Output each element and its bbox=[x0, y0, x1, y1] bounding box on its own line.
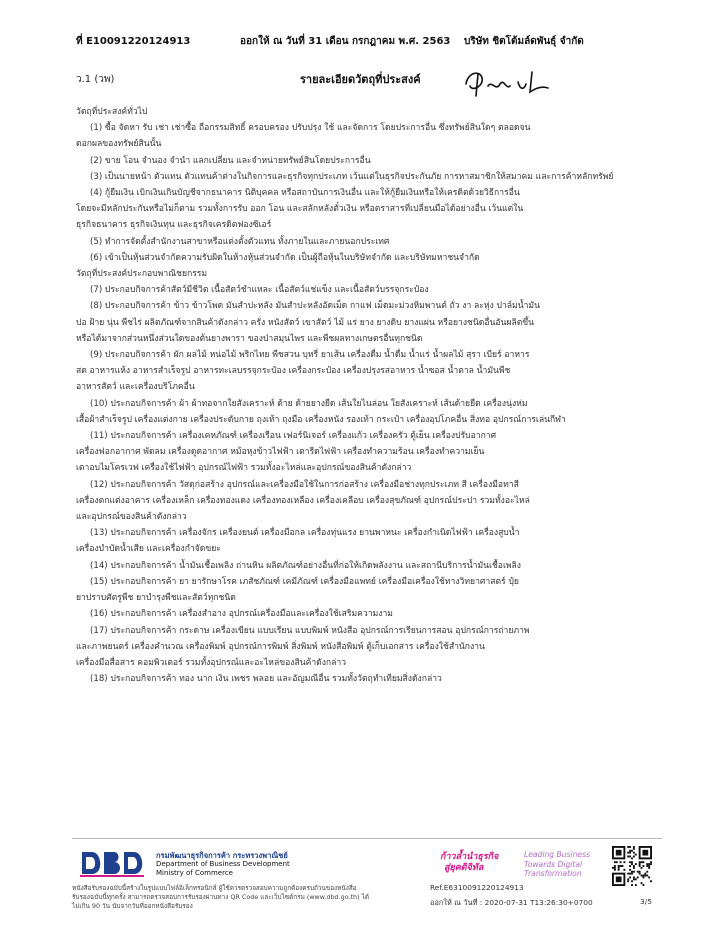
document-number: ที่ E10091220124913 bbox=[76, 36, 191, 47]
body-line: วัตถุที่ประสงค์ประกอบพาณิชยกรรม bbox=[76, 269, 208, 280]
body-line: สด อาหารแห้ง อาหารสำเร็จรูป อาหารทะเลบรรจุกระป๋อง เครื่องกระป๋อง เครื่องปรุงรสอาหาร น้ำซอส น้ำตาล น้ำมันพืช bbox=[76, 366, 511, 377]
department-block bbox=[156, 851, 290, 878]
body-line: ดอกผลของทรัพย์สินนั้น bbox=[76, 139, 162, 150]
slogan-thai-line-2: สู่ยุคดิจิทัล bbox=[444, 863, 484, 873]
body-line: (16) ประกอบกิจการค้า เครื่องสำอาง อุปกรณ์เครื่องมือและเครื่องใช้เสริมความงาม bbox=[90, 609, 393, 620]
body-line: (11) ประกอบกิจการค้า เครื่องเคหภัณฑ์ เครื่องเรือน เฟอร์นิเจอร์ เครื่องแก้ว เครื่องครัว ตู้เย็น เครื่องปรับอากาศ bbox=[90, 431, 497, 442]
body-line: (17) ประกอบกิจการค้า กระดาษ เครื่องเขียน แบบเรียน แบบพิมพ์ หนังสือ อุปกรณ์การเรียนการสอน อุปกรณ์การถ่ายภาพ bbox=[90, 625, 530, 636]
document-body bbox=[76, 104, 656, 687]
body-line: (7) ประกอบกิจการค้าสัตว์มีชีวิต เนื้อสัตว์ชำแหละ เนื้อสัตว์แช่แข็ง และเนื้อสัตว์บรรจุกระป๋อง bbox=[90, 285, 429, 296]
body-line: (6) เข้าเป็นหุ้นส่วนจำกัดความรับผิดในห้างหุ้นส่วนจำกัด เป็นผู้ถือหุ้นในบริษัทจำกัด และบริษัทมหาชนจำกัด bbox=[90, 252, 480, 263]
footer-divider bbox=[72, 838, 662, 839]
issued-timestamp: ออกให้ ณ วันที่ : 2020-07-31 T13:26:30+0700 bbox=[430, 898, 593, 907]
slogan-thai bbox=[440, 852, 498, 874]
body-line: (8) ประกอบกิจการค้า ข้าว ข้าวโพด มันสำปะหลัง มันสำปะหลังอัดเม็ด กาแฟ เม็ดมะม่วงหิมพานต์ ถั่ว งา ละหุ่ง ปาล์มน้ำมัน bbox=[90, 301, 540, 312]
page-number: 3/5 bbox=[640, 897, 652, 906]
body-line: และอุปกรณ์ของสินค้าดังกล่าว bbox=[76, 512, 187, 523]
body-line: (15) ประกอบกิจการค้า ยา ยารักษาโรค เภสัชภัณฑ์ เคมีภัณฑ์ เครื่องมือแพทย์ เครื่องมือเครื่องใช้ทางวิทยาศาสตร์ ปุ๋ย bbox=[90, 576, 519, 587]
body-line: ยาปราบศัตรูพืช ยาบำรุงพืชและสัตว์ทุกชนิด bbox=[76, 593, 236, 604]
dbd-logo-icon bbox=[80, 848, 150, 878]
qr-code-icon[interactable] bbox=[612, 846, 652, 886]
body-line: (10) ประกอบกิจการค้า ผ้า ผ้าทอจากใยสังเคราะห์ ด้าย ด้ายยางยืด เส้นใยไนล่อน ใยสังเคราะห์ เส้นด้ายยืด เครื่องนุ่งห่ม bbox=[90, 398, 528, 409]
body-line: ธุรกิจธนาคาร ธุรกิจเงินทุน และธุรกิจเครดิตฟองซิเอร์ bbox=[76, 220, 272, 231]
slogan-thai-line-1: ก้าวล้ำนำธุรกิจ bbox=[440, 852, 499, 862]
page-title: รายละเอียดวัตถุที่ประสงค์ bbox=[300, 73, 421, 86]
body-line: (1) ซื้อ จัดหา รับ เช่า เช่าซื้อ ถือกรรมสิทธิ์ ครอบครอง ปรับปรุง ใช้ และจัดการ โดยประการอื่น ซึ่งทรัพย์สินใดๆ ตลอดจน bbox=[90, 123, 531, 134]
body-line: เตาอบไมโครเวฟ เครื่องใช้ไฟฟ้า อุปกรณ์ไฟฟ้า รวมทั้งอะไหล่และอุปกรณ์ของสินค้าดังกล่าว bbox=[76, 463, 412, 474]
body-line: ปอ ฝ้าย นุ่น พืชไร่ ผลิตภัณฑ์จากสินค้าดังกล่าว ครั่ง หนังสัตว์ เขาสัตว์ ไม้ แร่ ยาง ยางดิบ ยางแผ่น หรือยางชนิดอื่นอันผลิตขึ้น bbox=[76, 317, 535, 328]
body-line: (18) ประกอบกิจการค้า ทอง นาก เงิน เพชร พลอย และอัญมณีอื่น รวมทั้งวัตถุทำเทียมสิ่งดังกล่าว bbox=[90, 674, 442, 685]
department-thai: กรมพัฒนาธุรกิจการค้า กระทรวงพาณิชย์ bbox=[156, 851, 288, 860]
body-line: และภาพยนตร์ เครื่องคำนวณ เครื่องพิมพ์ อุปกรณ์การพิมพ์ สิ่งพิมพ์ หนังสือพิมพ์ ตู้เก็บเอกสาร เครื่องใช้สำนักงาน bbox=[76, 641, 485, 652]
body-line: วัตถุที่ประสงค์ทั่วไป bbox=[76, 107, 148, 117]
body-line: (9) ประกอบกิจการค้า ผัก ผลไม้ หน่อไม้ พริกไทย พืชสวน บุหรี่ ยาเส้น เครื่องดื่ม น้ำดื่ม น้ำแร่ น้ำผลไม้ สุรา เบียร์ อาหาร bbox=[90, 350, 530, 361]
body-line: เสื้อผ้าสำเร็จรูป เครื่องแต่งกาย เครื่องประดับกาย ถุงเท้า ถุงมือ เครื่องหนัง รองเท้า กระเป๋า เครื่องอุปโภคอื่น สิ่งทอ อุปกรณ์การเล่นกีฬา bbox=[76, 414, 566, 425]
slogan-english-line-1: Leading Business bbox=[524, 850, 591, 859]
ministry-english: Ministry of Commerce bbox=[156, 869, 233, 877]
body-line: (5) ทำการจัดตั้งสำนักงานสาขาหรือแต่งตั้งตัวแทน ทั้งภายในและภายนอกประเทศ bbox=[90, 236, 390, 247]
body-line: อาหารสัตว์ และเครื่องบริโภคอื่น bbox=[76, 382, 195, 393]
body-line: โดยจะมีหลักประกันหรือไม่ก็ตาม รวมทั้งการรับ ออก โอน และสลักหลังตั๋วเงิน หรือตราสารที่เปลี่ยนมือได้อย่างอื่น เว้นแต่ใน bbox=[76, 204, 524, 215]
body-line: (13) ประกอบกิจการค้า เครื่องจักร เครื่องยนต์ เครื่องมือกล เครื่องทุ่นแรง ยานพาหนะ เครื่องกำเนิดไฟฟ้า เครื่องสูบน้ำ bbox=[90, 528, 520, 539]
slogan-english bbox=[524, 850, 590, 879]
reference-number: Ref.E6310091220124913 bbox=[430, 883, 524, 892]
body-line: เครื่องฟอกอากาศ พัดลม เครื่องดูดอากาศ หม้อหุงข้าวไฟฟ้า เตารีดไฟฟ้า เครื่องทำความร้อน เครื่องทำความเย็น bbox=[76, 447, 485, 458]
body-line: (14) ประกอบกิจการค้า น้ำมันเชื้อเพลิง ถ่านหิน ผลิตภัณฑ์อย่างอื่นที่ก่อให้เกิดพลังงาน และสถานีบริการน้ำมันเชื้อเพลิง bbox=[90, 560, 522, 571]
slogan-english-line-2: Towards Digital bbox=[524, 859, 583, 869]
body-line: เครื่องมือสื่อสาร คอมพิวเตอร์ รวมทั้งอุปกรณ์และอะไหล่ของสินค้าดังกล่าว bbox=[76, 657, 347, 668]
department-english: Department of Business Development bbox=[156, 860, 290, 868]
slogan-english-line-3: Transformation bbox=[524, 869, 582, 879]
body-line: (3) เป็นนายหน้า ตัวแทน ตัวแทนค้าต่างในกิจการและธุรกิจทุกประเภท เว้นแต่ในธุรกิจประกันภัย การหาสมาชิกให้สมาคม และการค้าหลักทรัพย์ bbox=[90, 171, 614, 182]
body-line: หรือได้มาจากส่วนหนึ่งส่วนใดของต้นยางพารา ของป่าสมุนไพร และพืชผลทางเกษตรอื่นทุกชนิด bbox=[76, 333, 423, 344]
company-name: บริษัท ชิตโต้มล์ดพันธุ์ จำกัด bbox=[464, 36, 584, 47]
body-line: (4) กู้ยืมเงิน เบิกเงินเกินบัญชีจากธนาคาร นิติบุคคล หรือสถาบันการเงินอื่น และให้กู้ยืมเงินหรือให้เครดิตด้วยวิธีการอื่น bbox=[90, 188, 520, 199]
body-line: เครื่องบำบัดน้ำเสีย และเครื่องกำจัดขยะ bbox=[76, 544, 221, 555]
form-code: ว.1 (วพ) bbox=[76, 74, 115, 85]
signature-icon bbox=[458, 62, 558, 102]
body-line: (12) ประกอบกิจการค้า วัสดุก่อสร้าง อุปกรณ์และเครื่องมือใช้ในการก่อสร้าง เครื่องมือช่างทุกประเภท สี เครื่องมือทาสี bbox=[90, 479, 519, 490]
body-line: เครื่องตกแต่งอาคาร เครื่องเหล็ก เครื่องทองแดง เครื่องทองเหลือง เครื่องเคลือบ เครื่องสุขภัณฑ์ อุปกรณ์ประปา รวมทั้งอะไหล่ bbox=[76, 495, 530, 506]
verification-note: หนังสือรับรองฉบับนี้สร้างในรูปแบบไฟล์อิเล็กทรอนิกส์ ผู้ใช้ควรตรวจสอบความถูกต้องครบถ้วนของหนังสือรับรองฉบับนี้ทุกครั้ง สามารถตรวจสอบการรับรองผ่านทาง QR Code และเว็บไซต์กรม (www.dbd.go.th) ได้ไม่เกิน 90 วัน นับจากวันที่ออกหนังสือรับรอง bbox=[72, 884, 369, 910]
body-line: (2) ขาย โอน จำนอง จำนำ แลกเปลี่ยน และจำหน่ายทรัพย์สินโดยประการอื่น bbox=[90, 155, 371, 166]
issue-date: ออกให้ ณ วันที่ 31 เดือน กรกฎาคม พ.ศ. 2563 bbox=[240, 36, 451, 47]
